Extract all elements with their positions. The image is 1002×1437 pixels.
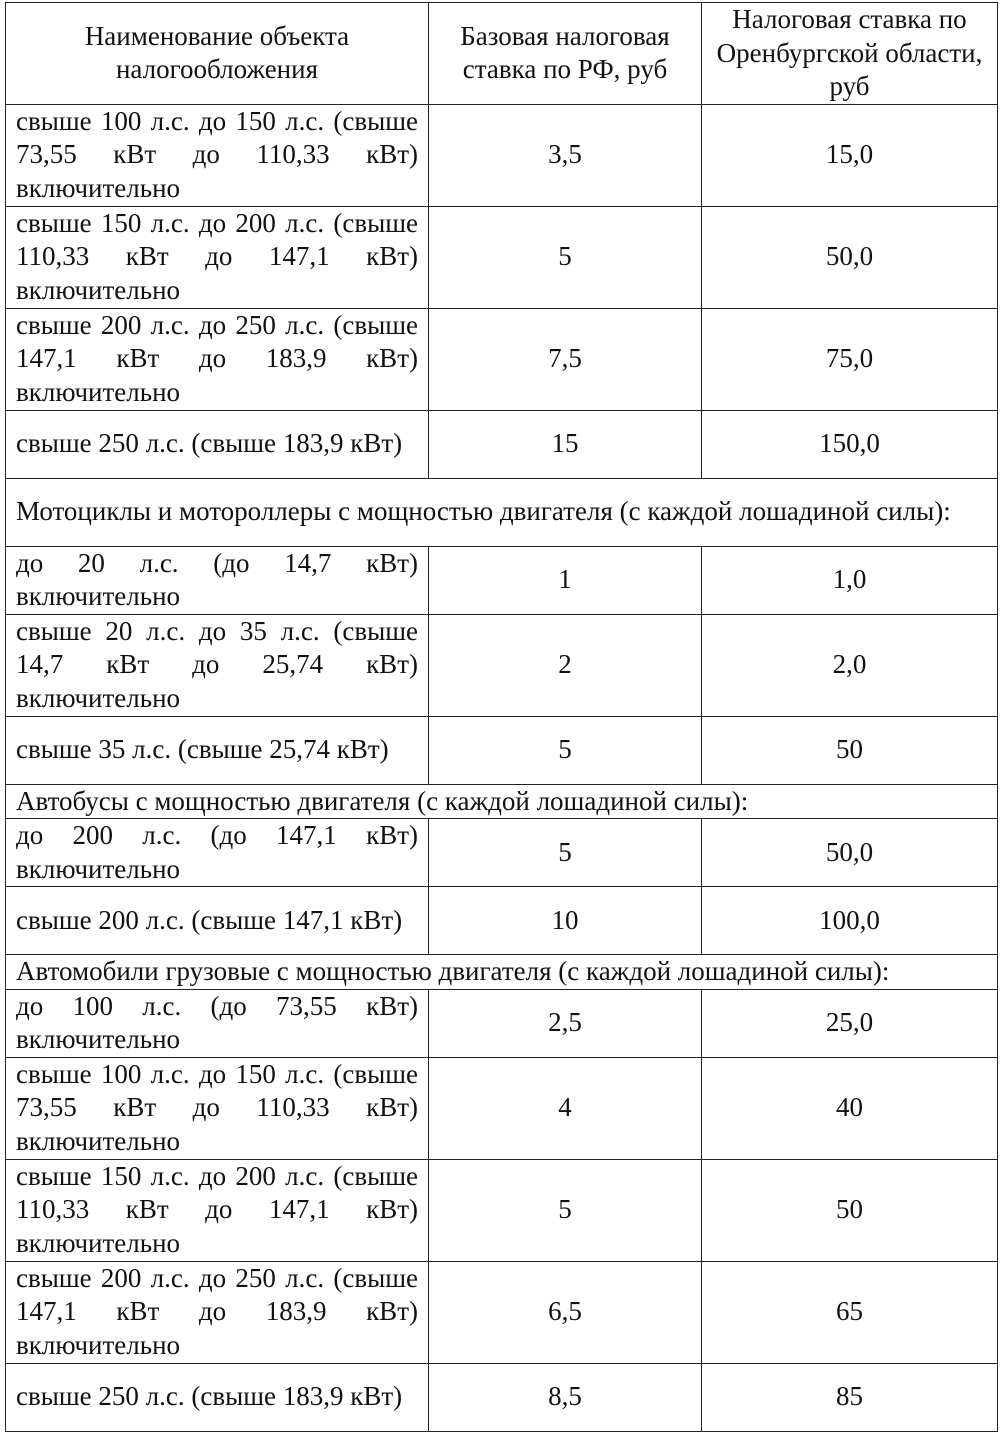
row-base-rate: 1 xyxy=(429,546,702,614)
row-base-rate: 7,5 xyxy=(429,308,702,410)
row-base-rate: 5 xyxy=(429,819,702,887)
table-row xyxy=(6,887,998,955)
row-name: свыше 250 л.с. (свыше 183,9 кВт) xyxy=(6,410,429,478)
table-row xyxy=(6,206,998,308)
row-base-rate: 15 xyxy=(429,410,702,478)
row-name: свыше 200 л.с. (свыше 147,1 кВт) xyxy=(6,887,429,955)
row-regional-rate: 40 xyxy=(702,1057,998,1159)
row-name: свыше 35 л.с. (свыше 25,74 кВт) xyxy=(6,716,429,784)
table-row xyxy=(6,104,998,206)
row-regional-rate: 25,0 xyxy=(702,989,998,1057)
header-object: Наименование объекта налогообложения xyxy=(6,3,429,105)
table-row xyxy=(6,819,998,887)
table-row xyxy=(6,614,998,716)
row-base-rate: 8,5 xyxy=(429,1363,702,1431)
group-row-motorcycles xyxy=(6,478,998,546)
row-base-rate: 6,5 xyxy=(429,1261,702,1363)
table-row xyxy=(6,546,998,614)
row-regional-rate: 75,0 xyxy=(702,308,998,410)
group-row-buses xyxy=(6,784,998,819)
row-regional-rate: 50 xyxy=(702,1159,998,1261)
table-row xyxy=(6,410,998,478)
group-row-trucks xyxy=(6,955,998,990)
row-regional-rate: 15,0 xyxy=(702,104,998,206)
row-name: до 200 л.с. (до 147,1 кВт) включительно xyxy=(6,819,429,887)
table-row xyxy=(6,1057,998,1159)
row-name: свыше 200 л.с. до 250 л.с. (свыше 147,1 кВт до 183,9 кВт) включительно xyxy=(6,308,429,410)
row-name: свыше 150 л.с. до 200 л.с. (свыше 110,33 кВт до 147,1 кВт) включительно xyxy=(6,1159,429,1261)
row-regional-rate: 150,0 xyxy=(702,410,998,478)
row-regional-rate: 50,0 xyxy=(702,206,998,308)
table-row xyxy=(6,308,998,410)
header-base-rate: Базовая налоговая ставка по РФ, руб xyxy=(429,3,702,105)
row-base-rate: 5 xyxy=(429,206,702,308)
row-name: свыше 250 л.с. (свыше 183,9 кВт) xyxy=(6,1363,429,1431)
group-title-motorcycles: Мотоциклы и мотороллеры с мощностью двигателя (с каждой лошадиной силы): xyxy=(6,478,998,546)
row-base-rate: 10 xyxy=(429,887,702,955)
row-name: свыше 100 л.с. до 150 л.с. (свыше 73,55 кВт до 110,33 кВт) включительно xyxy=(6,1057,429,1159)
row-regional-rate: 85 xyxy=(702,1363,998,1431)
row-base-rate: 5 xyxy=(429,1159,702,1261)
row-regional-rate: 65 xyxy=(702,1261,998,1363)
table-row xyxy=(6,716,998,784)
row-regional-rate: 50 xyxy=(702,716,998,784)
row-base-rate: 4 xyxy=(429,1057,702,1159)
row-name: до 20 л.с. (до 14,7 кВт) включительно xyxy=(6,546,429,614)
row-base-rate: 2,5 xyxy=(429,989,702,1057)
row-base-rate: 3,5 xyxy=(429,104,702,206)
row-base-rate: 5 xyxy=(429,716,702,784)
table-row xyxy=(6,1363,998,1431)
row-base-rate: 2 xyxy=(429,614,702,716)
row-name: свыше 150 л.с. до 200 л.с. (свыше 110,33 кВт до 147,1 кВт) включительно xyxy=(6,206,429,308)
table-row xyxy=(6,989,998,1057)
row-regional-rate: 50,0 xyxy=(702,819,998,887)
tax-rate-table xyxy=(5,2,998,1432)
row-regional-rate: 100,0 xyxy=(702,887,998,955)
table-row xyxy=(6,1261,998,1363)
row-name: до 100 л.с. (до 73,55 кВт) включительно xyxy=(6,989,429,1057)
row-name: свыше 200 л.с. до 250 л.с. (свыше 147,1 кВт до 183,9 кВт) включительно xyxy=(6,1261,429,1363)
group-title-trucks: Автомобили грузовые с мощностью двигателя (с каждой лошадиной силы): xyxy=(6,955,998,990)
table-header-row xyxy=(6,3,998,105)
row-regional-rate: 1,0 xyxy=(702,546,998,614)
table-row xyxy=(6,1159,998,1261)
row-regional-rate: 2,0 xyxy=(702,614,998,716)
header-orenburg-rate: Налоговая ставка по Оренбургской области, руб xyxy=(702,3,998,105)
row-name: свыше 100 л.с. до 150 л.с. (свыше 73,55 кВт до 110,33 кВт) включительно xyxy=(6,104,429,206)
group-title-buses: Автобусы с мощностью двигателя (с каждой лошадиной силы): xyxy=(6,784,998,819)
row-name: свыше 20 л.с. до 35 л.с. (свыше 14,7 кВт до 25,74 кВт) включительно xyxy=(6,614,429,716)
